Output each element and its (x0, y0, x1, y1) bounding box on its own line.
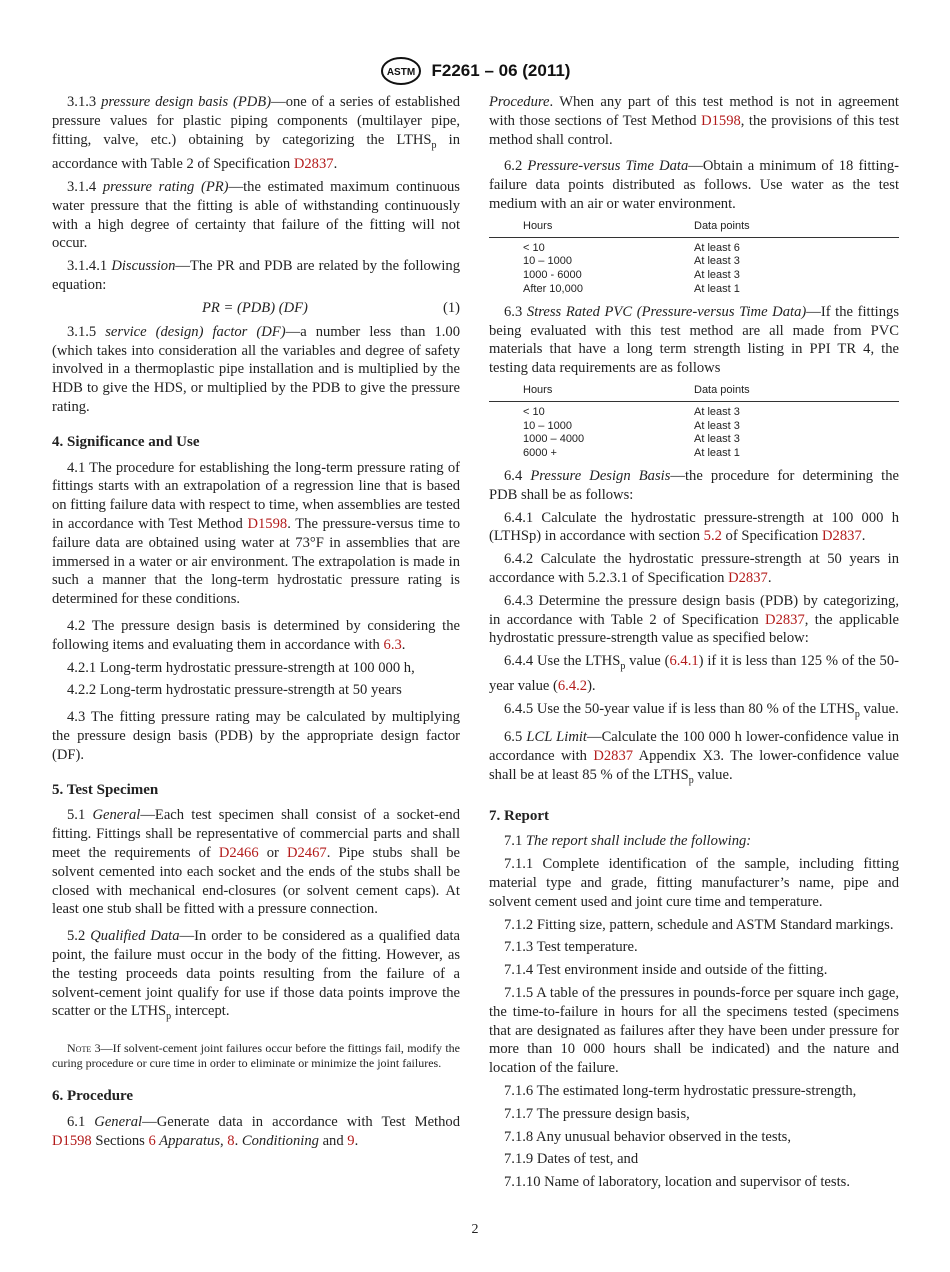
paragraph-6-4-2: 6.4.2 Calculate the hydrostatic pressure-strength at 50 years in accordance with 5.2.3.1 of Specification D2837. (489, 551, 899, 586)
right-column (489, 93, 899, 1196)
table-header: Data points (694, 220, 899, 237)
ref-5-2-link[interactable]: 5.2 (703, 528, 722, 545)
paragraph-4-2-2: 4.2.2 Long-term hydrostatic pressure-strength at 50 years (67, 682, 402, 699)
paragraph-6-2: 6.2 Pressure-versus Time Data—Obtain a minimum of 18 fitting-failure data points distributed as follows. Use water as the test medium with an air or water environment. (489, 158, 899, 212)
page-number: 2 (471, 1222, 479, 1237)
data-points-table-2 (489, 384, 899, 461)
equation-number: (1) (442, 299, 460, 316)
paragraph-5-2: 5.2 Qualified Data—In order to be considered as a qualified data point, the failure must occur in the body of the fitting. However, as the testing proceeds data points resulting from the failure of a solvent-cement joint qualify for use if those data points improve the scatter or the $LTHS_p$ intercept. (52, 928, 460, 1023)
ref-d2837-link[interactable]: D2837 (728, 569, 768, 586)
equation-1 (52, 299, 460, 319)
paragraph-4-2-1: 4.2.1 Long-term hydrostatic pressure-strength at 100 000 h, (67, 659, 415, 676)
table-row: 1000 - 6000 At least 3 (523, 269, 740, 282)
svg-text:ASTM: ASTM (386, 67, 415, 78)
paragraph-6-4: 6.4 Pressure Design Basis—the procedure for determining the PDB shall be as follows: (489, 467, 899, 503)
ref-d2837-link[interactable]: D2837 (593, 748, 634, 765)
paragraph-6-4-4: 6.4.4 Use the $LTHS_p$ value (6.4.1) if it is less than 125 % of the 50-year value (6.4.2). (489, 653, 899, 694)
table-row: After 10,000 At least 1 (523, 282, 740, 295)
paragraph-6-3: 6.3 Stress Rated PVC (Pressure-versus Time Data)—If the fittings being evaluated with this test method are all made from PVC materials that have a long term strength listing in PPI TR 4, the testing data requirements are as follows (489, 303, 899, 377)
paragraph-4-1: 4.1 The procedure for establishing the long-term pressure rating of fittings starts with an extrapolation of a regression line that is based on fitting failure data with respect to time, when assemblies are tested in accordance with Test Method D1598. The pressure-versus time to failure data are obtained using water at 73°F in assemblies that are immersed in a water or air environment. The extrapolation is made in such a manner that the long-term hydrostatic pressure rating is determined for these conditions. (52, 459, 460, 608)
section-4-heading: 4. Significance and Use (52, 433, 200, 450)
section-5-heading: 5. Test Specimen (52, 781, 159, 798)
ref-6-3-link[interactable]: 6.3 (383, 636, 402, 653)
document-id: F2261 – 06 (2011) (431, 61, 571, 80)
paragraph-3-1-4-1: 3.1.4.1 Discussion—The PR and PDB are related by the following equation: (52, 258, 460, 294)
paragraph-7-1-7: 7.1.7 The pressure design basis, (504, 1105, 690, 1122)
paragraph-7-1-1: 7.1.1 Complete identification of the sample, including fitting material type and grade, fitting manufacturer’s name, pipe and solvent cement used and joint cure time and temperature. (489, 856, 899, 910)
paragraph-6-5: 6.5 LCL Limit—Calculate the 100 000 h lower-confidence value in accordance with D2837 Appendix X3. The lower-confidence value shall be at least 85 % of the $LTHS_p$ value. (489, 729, 900, 786)
ref-d2467-link[interactable]: D2467 (286, 845, 327, 861)
section-7-heading: 7. Report (489, 807, 549, 824)
paragraph-6-4-3: 6.4.3 Determine the pressure design basis (PDB) by categorizing, in accordance with Table 2 of Specification D2837, the applicable hydrostatic pressure-strength value as specified below: (489, 592, 899, 647)
table-row: < 10 At least 3 (523, 405, 740, 418)
table-header: Hours (489, 384, 694, 401)
paragraph-7-1-4: 7.1.4 Test environment inside and outside of the fitting. (504, 962, 828, 979)
ref-9-link[interactable]: 9 (347, 1132, 355, 1149)
table-row: 1000 – 4000 At least 3 (523, 433, 740, 446)
paragraph-4-2: 4.2 The pressure design basis is determined by considering the following items and evaluating them in accordance with 6.3. (52, 618, 460, 653)
ref-d1598-link[interactable]: D1598 (701, 112, 741, 129)
paragraph-7-1-6: 7.1.6 The estimated long-term hydrostatic pressure-strength, (504, 1082, 857, 1099)
equation-formula: PR = (PDB) (DF) (202, 299, 308, 316)
paragraph-3-1-5: 3.1.5 service (design) factor (DF)—a number less than 1.00 (which takes into consideration all the variables and degree of safety involved in a thermoplastic pipe installation and is multiplied by the HDB to give the HDS, or multiplied by the PDB to give the pressure rating. (52, 323, 461, 416)
ref-d1598-link[interactable]: D1598 (52, 1132, 92, 1149)
ref-6-4-1-link[interactable]: 6.4.1 (669, 653, 699, 670)
astm-logo-icon (380, 56, 422, 86)
paragraph-6-4-5: 6.4.5 Use the 50-year value if is less than 80 % of the $LTHS_p$ value. (504, 700, 899, 720)
ref-d2466-link[interactable]: D2466 (218, 845, 259, 861)
paragraph-7-1-5: 7.1.5 A table of the pressures in pounds-force per square inch gage, the time-to-failure in hours for all the specimens tested (specimens that are designated as failures after they have been under pressure for more than 10 000 hours shall be indicated) and the nature and location of the failure. (489, 984, 899, 1077)
paragraph-6-1: 6.1 General—Generate data in accordance with Test Method D1598 Sections 6 Apparatus, 8. Conditioning and 9. (52, 1113, 460, 1149)
table-row: < 10 At least 6 (523, 241, 740, 254)
ref-d2837-link[interactable]: D2837 (765, 611, 805, 628)
paragraph-3-1-4: 3.1.4 pressure rating (PR)—the estimated maximum continuous water pressure that the fitting is able of withstanding continuously with a high degree of certainty that failure of the fitting will not occur. (52, 179, 460, 252)
paragraph-4-3: 4.3 The fitting pressure rating may be calculated by multiplying the pressure design basis (PDB) by the appropriate design factor (DF). (52, 709, 460, 763)
data-points-table-1 (489, 220, 899, 297)
paragraph-5-1: 5.1 General—Each test specimen shall consist of a socket-end fitting. Fittings shall be representative of commercial parts and shall meet the requirements of D2466 or D2467. Pipe stubs shall be solvent cemented into each socket and the ends of the stubs shall be closed with mechanical end-closures (or solvent cement caps). At least one stub shall be fitted with a pressure connection. (52, 807, 460, 918)
paragraph-7-1-9: 7.1.9 Dates of test, and (504, 1151, 639, 1168)
paragraph-3-1-3: 3.1.3 pressure design basis (PDB)—one of a series of established pressure values for plastic piping components (multilayer pipe, fitting, valve, etc.) obtaining by categorizing the $LTHS_p$ in accordance with Table 2 of Specification D2837. (52, 94, 461, 173)
ref-6-4-2-link[interactable]: 6.4.2 (557, 677, 588, 694)
page-header (0, 56, 950, 86)
left-column (52, 93, 460, 1154)
table-row: 6000 + At least 1 (523, 447, 740, 460)
note-3: Note 3—If solvent-cement joint failures occur before the fittings fail, modify the curing procedure or cure time in order to eliminate or minimize the joint failures. (52, 1041, 460, 1071)
ref-d2837-link[interactable]: D2837 (822, 528, 862, 545)
paragraph-7-1-8: 7.1.8 Any unusual behavior observed in the tests, (504, 1128, 791, 1145)
paragraph-6-1-continued: Procedure. When any part of this test method is not in agreement with those sections of Test Method D1598, the provisions of this test method shall control. (489, 94, 899, 148)
paragraph-7-1: 7.1 The report shall include the following: (504, 833, 752, 850)
paragraph-7-1-10: 7.1.10 Name of laboratory, location and supervisor of tests. (504, 1174, 850, 1191)
ref-8-link[interactable]: 8 (227, 1132, 235, 1149)
paragraph-7-1-2: 7.1.2 Fitting size, pattern, schedule and ASTM Standard markings. (504, 916, 894, 933)
ref-d2837-link[interactable]: D2837 (293, 156, 334, 173)
table-header: Hours (489, 220, 694, 237)
paragraph-6-4-1: 6.4.1 Calculate the hydrostatic pressure-strength at 100 000 h (LTHSp) in accordance with section 5.2 of Specification D2837. (489, 509, 899, 545)
ref-6-link[interactable]: 6 (148, 1132, 156, 1149)
table-row: 10 – 1000 At least 3 (523, 255, 740, 268)
paragraph-7-1-3: 7.1.3 Test temperature. (504, 939, 638, 956)
ref-d1598-link[interactable]: D1598 (247, 516, 288, 533)
table-header: Data points (694, 384, 899, 401)
section-6-heading: 6. Procedure (52, 1088, 134, 1105)
table-row: 10 – 1000 At least 3 (523, 419, 740, 432)
